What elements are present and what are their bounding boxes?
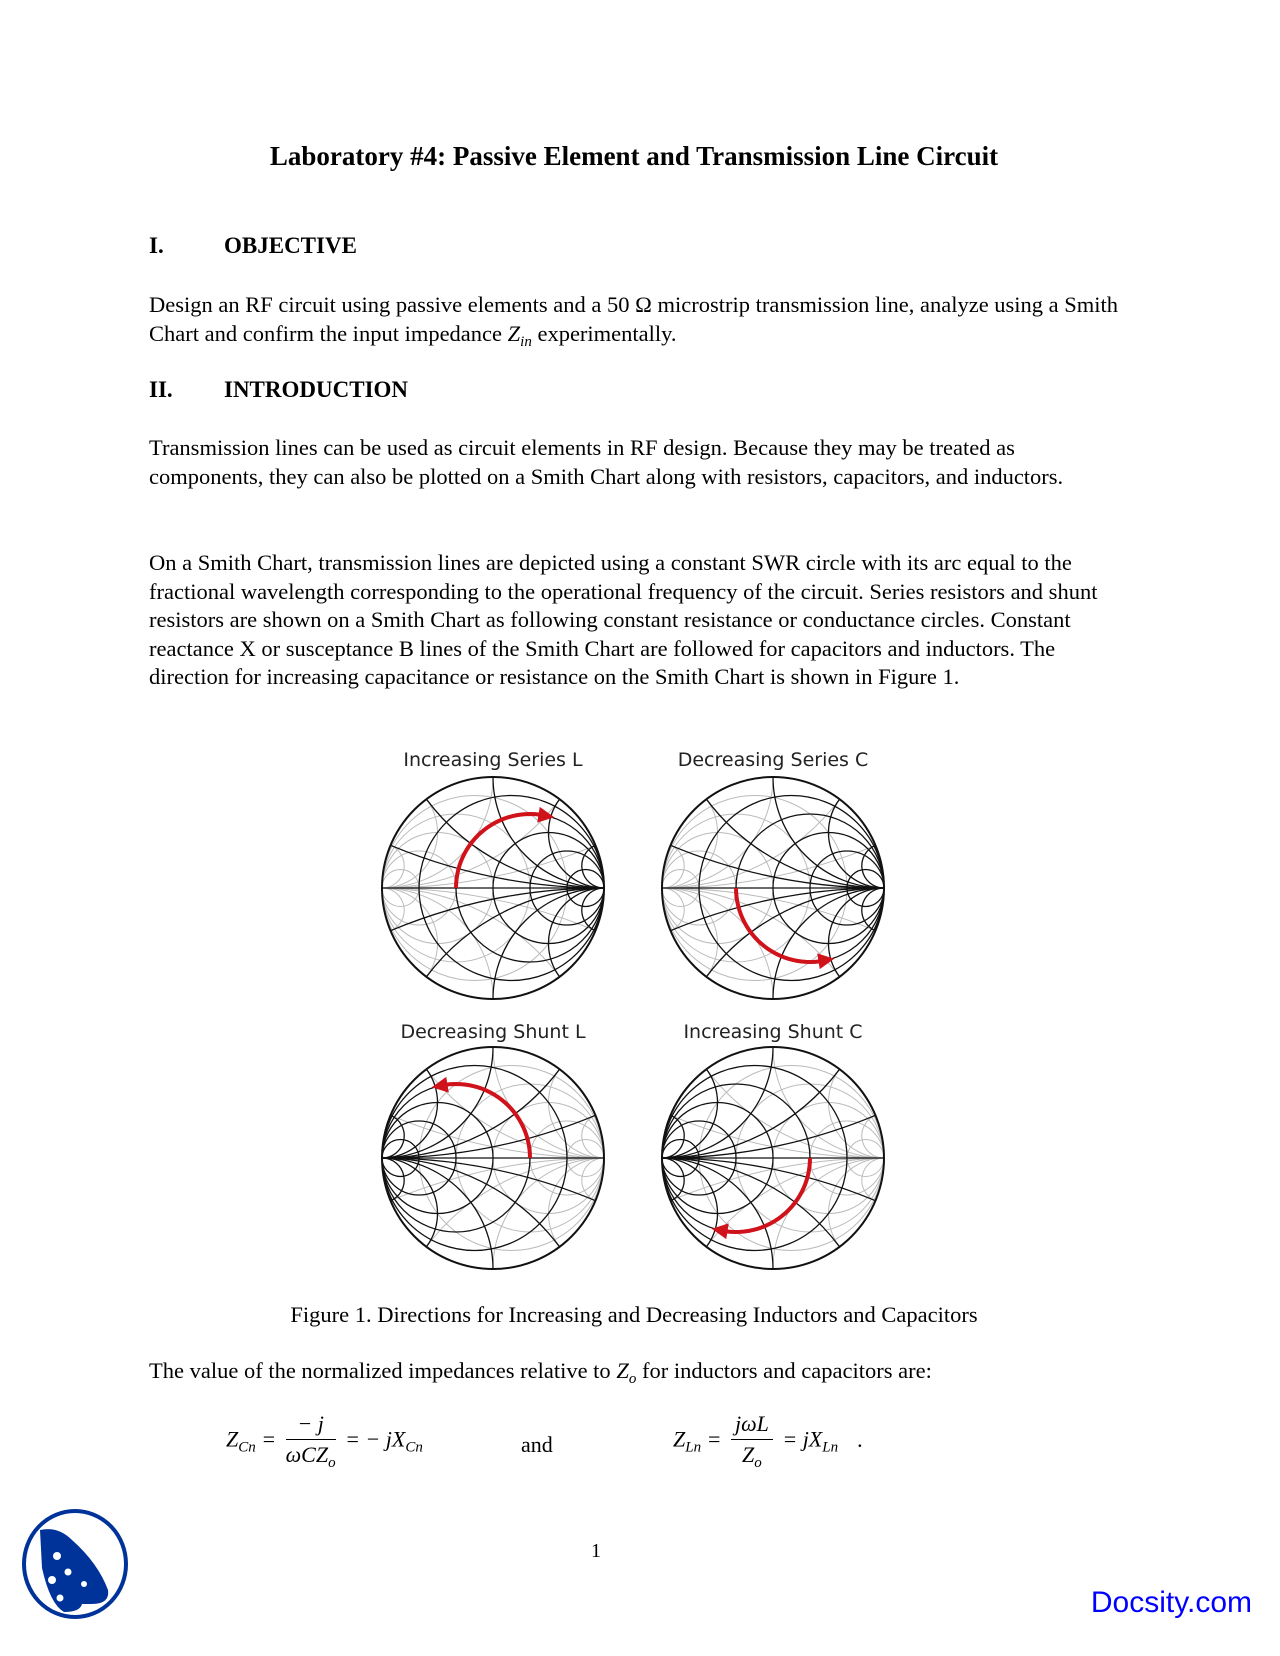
page-number: 1 xyxy=(591,1540,601,1562)
page-title: Laboratory #4: Passive Element and Transmission Line Circuit xyxy=(269,141,999,171)
chart-label: Decreasing Shunt L xyxy=(400,1021,586,1043)
figure-caption: Figure 1. Directions for Increasing and Decreasing Inductors and Capacitors xyxy=(290,1302,978,1327)
chart-label: Increasing Series L xyxy=(403,749,583,771)
smith-chart xyxy=(662,777,884,999)
equation-zln: $Z_{Ln}$ = $\frac{\text{jωL}}{Z_o}$ = $jX_{Ln}$ . xyxy=(673,1411,864,1471)
smith-chart xyxy=(382,1047,604,1269)
normalized-paragraph: The value of the normalized impedances relative to $Z_o$ for inductors and capacitors are: xyxy=(149,1358,932,1387)
chart-label: Increasing Shunt C xyxy=(683,1021,863,1043)
equation-zcn: $Z_{Cn}$ = $\frac{- j}{\omega CZ_o}$ = − $jX_{Cn}$ xyxy=(226,1411,423,1471)
docsity-logo-icon xyxy=(20,1508,130,1620)
smith-chart xyxy=(382,777,604,999)
chart-label: Decreasing Series C xyxy=(677,749,869,771)
docsity-brand-link[interactable]: Docsity.com xyxy=(1090,1586,1252,1619)
objective-paragraph: Design an RF circuit using passive elements and a 50 Ω microstrip transmission line, analyze using a Smith Chart and confirm the input impedance $Z_{in}$ experimentally. xyxy=(149,292,1119,350)
equation-and: and xyxy=(521,1432,553,1457)
intro-paragraph-1: Transmission lines can be used as circuit elements in RF design. Because they may be treated as components, they can also be plotted on a Smith Chart along with resistors, capacitors, and inductors. xyxy=(149,435,1064,489)
intro-paragraph-2: On a Smith Chart, transmission lines are depicted using a constant SWR circle with its arc equal to the fractional wavelength corresponding to the operational frequency of the circuit. Series resistors and shunt resistors are shown on a Smith Chart as following constant resistance or conductance circles. Constant reactance X or susceptance B lines of the Smith Chart are followed for capacitors and inductors. The direction for increasing capacitance or resistance on the Smith Chart is shown in Figure 1. xyxy=(149,550,1098,689)
smith-chart xyxy=(662,1047,884,1269)
section-heading-objective: I. OBJECTIVE xyxy=(149,233,357,258)
section-heading-introduction: II. INTRODUCTION xyxy=(149,377,409,402)
